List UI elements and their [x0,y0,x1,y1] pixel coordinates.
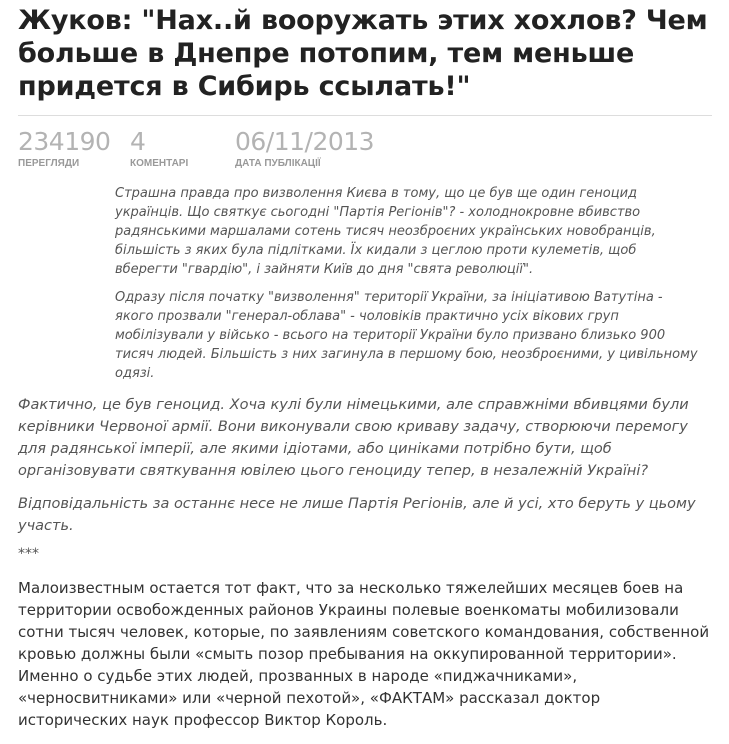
comments-label[interactable]: КОМЕНТАРІ [130,158,189,169]
article-stats [18,128,718,174]
article [18,0,718,731]
quote-paragraph: Страшна правда про визволення Києва в тому, що це був ще один геноцид українців. Що святкує сьогодні "Партія Регіонів"? - холоднокровне вбивство радянськими маршалами сотень тисяч неозброєних українських новобранців, більшість з яких була підлітками. Їх кидали з цеглою проти кулеметів, щоб вберегти "гвардію", і зайняти Київ до дня "свята революції". [115,186,656,277]
views-label: ПЕРЕГЛЯДИ [18,158,80,169]
stat-date [235,128,374,174]
section-separator: *** [18,546,39,562]
italic-paragraph: Фактично, це був геноцид. Хоча кулі були німецькими, але справжніми вбивцями були керівники Червоної армії. Вони виконували свою криваву задачу, створюючи перемогу для радянської імперії, але якими ідіотами, або циніками потрібно бути, щоб організовувати святкування ювілею цього геноциду тепер, в незалежній Україні? [18,397,689,479]
publication-date: 06/11/2013 [235,127,375,156]
stat-comments[interactable] [130,128,195,174]
stat-views [18,127,111,174]
italic-paragraph: Відповідальність за останнє несе не лише Партія Регіонів, але й усі, хто беруть у цьому участь. [18,496,696,534]
article-title: Жуков: "Нах..й вооружать этих хохлов? Чем больше в Днепре потопим, тем меньше придется в Сибирь ссылать!" [18,5,708,102]
comments-count[interactable]: 4 [130,127,146,156]
lead-quote [115,184,700,383]
quote-paragraph: Одразу після початку "визволення" території України, за ініціативою Ватутіна - якого прозвали "генерал-облава" - чоловіків практично усіх вікових груп мобілізували у військо - всього на території України було призвано близько 900 тисяч людей. Більшість з них загинула в першому бою, неозброєними, у цивільному одязі. [115,290,698,381]
publication-date-label: ДАТА ПУБЛІКАЦІЇ [235,158,321,169]
title-divider [18,115,712,116]
body-paragraph: Малоизвестным остается тот факт, что за несколько тяжелейших месяцев боев на территории освобожденных районов Украины полевые военкоматы мобилизовали сотни тысяч человек, которые, по заявлениям советского командования, собственной кровью должны были «смыть позор пребывания на оккупированной территории». Именно о судьбе этих людей, прозванных в народе «пиджачниками», «черносвитниками» или «черной пехотой», «ФАКТАМ» рассказал доктор исторических наук профессор Виктор Король. [18,579,710,729]
views-count: 234190 [18,127,111,156]
